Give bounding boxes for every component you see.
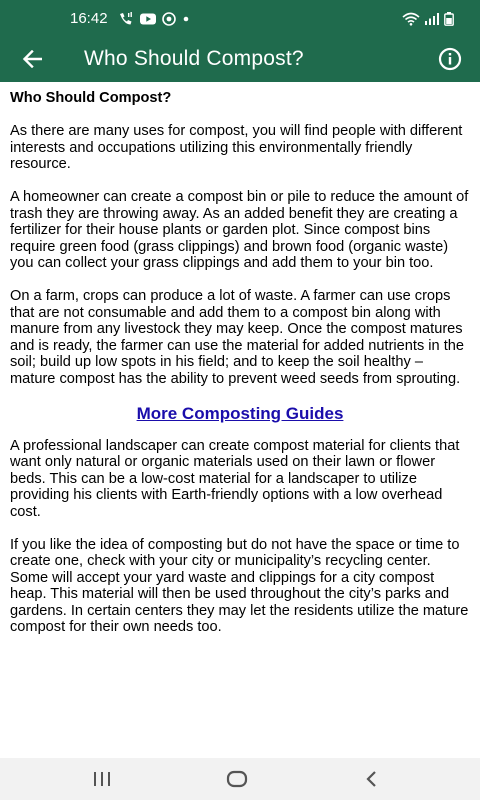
- recents-icon: [93, 771, 111, 787]
- call-icon: [118, 12, 134, 26]
- recents-button[interactable]: [82, 766, 122, 792]
- article-content: [0, 82, 480, 758]
- article-paragraph-homeowner: A homeowner can create a compost bin or pile to reduce the amount of trash they are throwing away. As an added benefit they are creating a fertilizer for their house plants or garden plot. Since compost bins require green food (grass clippings) and brown food (organic waste) you can collect your grass clippings and add them to your bin too.: [10, 189, 469, 271]
- battery-icon: [444, 12, 454, 26]
- back-chevron-icon: [364, 770, 378, 788]
- home-icon: [226, 770, 248, 788]
- article-heading: Who Should Compost?: [10, 90, 172, 106]
- status-system-icons: [402, 11, 454, 27]
- status-notification-icons: [118, 11, 190, 27]
- arrow-left-icon: [22, 50, 42, 68]
- article-paragraph-landscaper: A professional landscaper can create compost material for clients that want only natural or organic materials used on their lawn or flower beds. This can be a low-cost material for a landscaper to utilize providing his clients with Earth-friendly options with a low overhead cost.: [10, 437, 460, 520]
- article-paragraph-city: If you like the idea of composting but do not have the space or time to create one, check with your city or municipality’s recycling center. Some will accept your yard waste and clippings for a city compost heap. This material will then be used throughout the city’s parks and gardens. In certain centers they may let the residents utilize the mature compost for their own needs too.: [10, 536, 469, 635]
- home-button[interactable]: [217, 766, 257, 792]
- article-paragraph-farm: On a farm, crops can produce a lot of waste. A farmer can use crops that are not consumable and add them to a compost bin along with manure from any livestock they may keep. Once the compost matures and is ready, the farmer can use the material for added nutrients in the soil; build up low spots in his field; and to keep the soil healthy – mature compost has the ability to prevent weed seeds from sprouting.: [10, 288, 465, 387]
- article-paragraph-intro: As there are many uses for compost, you will find people with different interests and occupations utilizing this environmentally friendly resource.: [10, 123, 463, 172]
- signal-icon: [425, 13, 439, 25]
- page-title: Who Should Compost?: [84, 47, 304, 70]
- wifi-icon: [402, 12, 420, 26]
- system-nav-bar: [0, 758, 480, 800]
- info-icon: [438, 47, 462, 71]
- app-notification-icon: [162, 12, 176, 26]
- more-composting-guides-link[interactable]: More Composting Guides: [136, 403, 344, 423]
- youtube-icon: [140, 13, 156, 25]
- status-time: 16:42: [70, 10, 108, 27]
- nav-back-button[interactable]: [351, 766, 391, 792]
- app-bar: [0, 36, 480, 82]
- status-bar: [0, 0, 480, 36]
- info-button[interactable]: [434, 43, 466, 75]
- back-button[interactable]: [14, 41, 50, 77]
- more-notifications-dot-icon: [182, 15, 190, 23]
